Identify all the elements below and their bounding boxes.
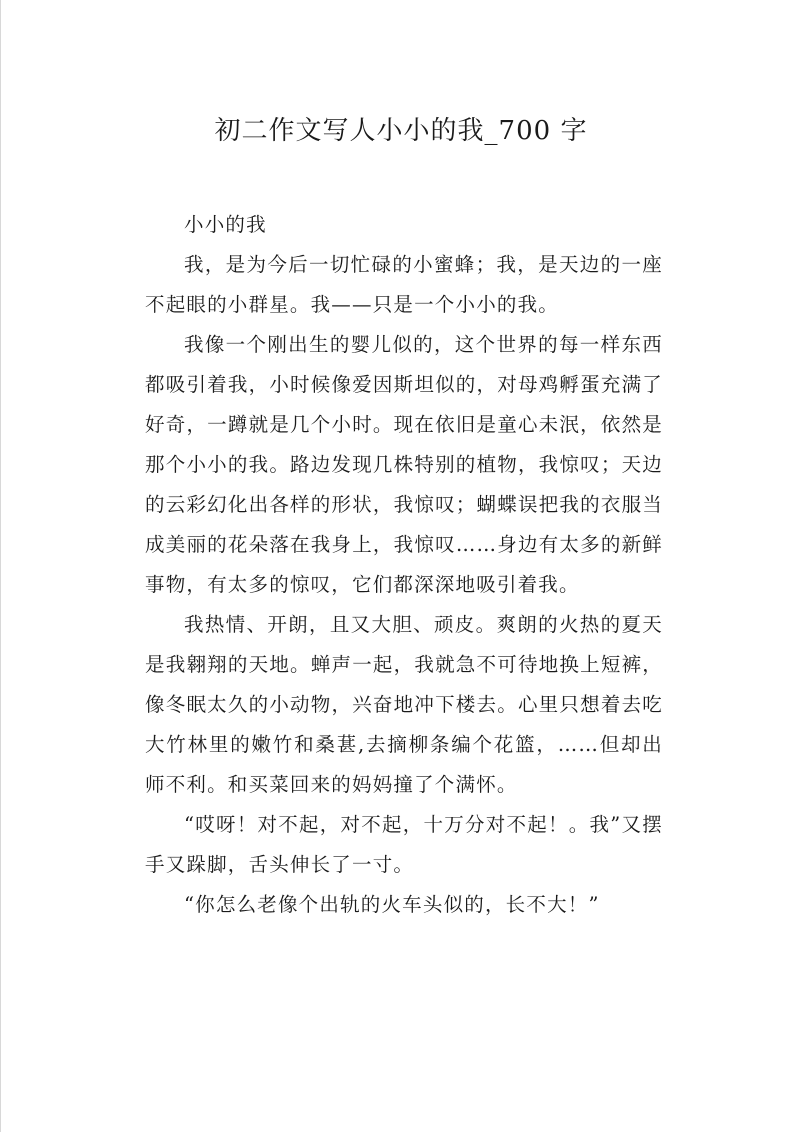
paragraph: 我像一个刚出生的婴儿似的，这个世界的每一样东西都吸引着我，小时候像爱因斯坦似的，对母鸡孵蛋充满了好奇，一蹲就是几个小时。现在依旧是童心未泯，依然是那个小小的我。路边发现几株特别的植物，我惊叹；天边的云彩幻化出各样的形状，我惊叹；蝴蝶误把我的衣服当成美丽的花朵落在我身上，我惊叹……身边有太多的新鲜事物，有太多的惊叹，它们都深深地吸引着我。 <box>145 333 663 596</box>
paragraph: 我，是为今后一切忙碌的小蜜蜂；我，是天边的一座不起眼的小群星。我——只是一个小小的我。 <box>145 253 663 316</box>
document-title: 初二作文写人小小的我_700 字 <box>214 116 588 146</box>
document-body <box>145 205 663 925</box>
paragraph: 我热情、开朗，且又大胆、顽皮。爽朗的火热的夏天是我翱翔的天地。蝉声一起，我就急不可待地换上短裤，像冬眠太久的小动物，兴奋地冲下楼去。心里只想着去吃大竹林里的嫩竹和桑葚,去摘柳条编个花篮，……但却出师不利。和买菜回来的妈妈撞了个满怀。 <box>145 613 663 796</box>
paragraph: “你怎么老像个出轨的火车头似的，长不大！” <box>184 893 600 916</box>
section-heading: 小小的我 <box>184 213 267 236</box>
paragraph: “哎呀！对不起，对不起，十万分对不起！。我”又摆手又跺脚，舌头伸长了一寸。 <box>145 813 663 876</box>
